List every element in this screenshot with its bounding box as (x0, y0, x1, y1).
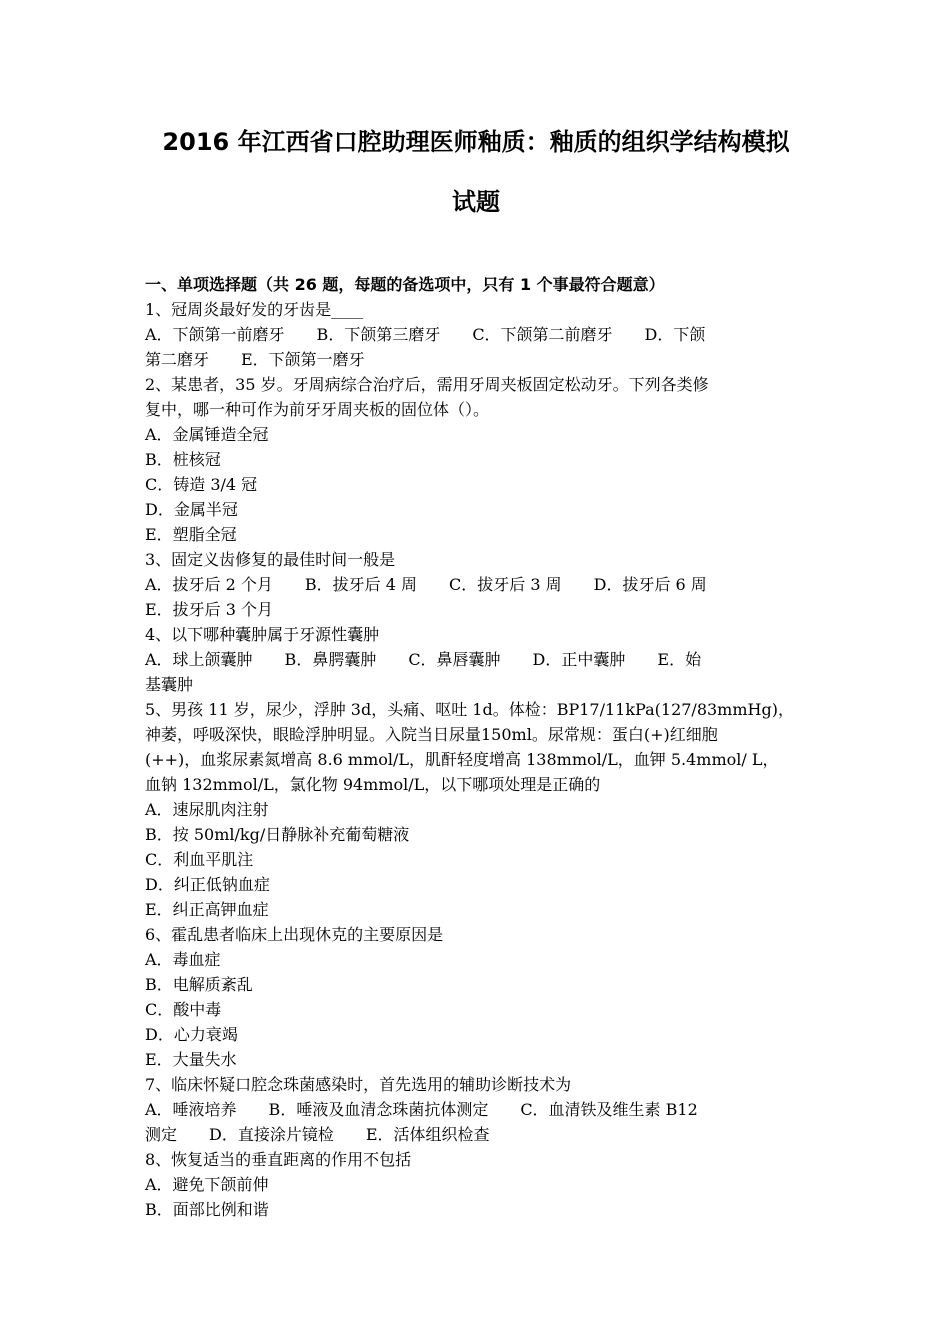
question-stem-line: 神萎，呼吸深快，眼睑浮肿明显。入院当日尿量150ml。尿常规：蛋白(+)红细胞 (145, 725, 718, 744)
question-stem-line: (++)，血浆尿素氮增高 8.6 mmol/L，肌酐轻度增高 138mmol/L，血钾 5.4mmol/ L， (145, 750, 779, 769)
section-heading: 一、单项选择题（共 26 题，每题的备选项中，只有 1 个事最符合题意） (145, 275, 665, 294)
answer-option-line: C．酸中毒 (145, 1000, 222, 1019)
document-page (145, 112, 807, 1222)
answer-option-line: E．拔牙后 3 个月 (145, 600, 274, 619)
answer-option-line: A．避免下颌前伸 (145, 1175, 269, 1194)
question-stem-line: 血钠 132mmol/L，氯化物 94mmol/L，以下哪项处理是正确的 (145, 775, 601, 794)
answer-option-line: C．铸造 3/4 冠 (145, 475, 258, 494)
title-line-1: 2016 年江西省口腔助理医师釉质：釉质的组织学结构模拟 (162, 128, 790, 156)
title-line-2: 试题 (452, 188, 500, 216)
document-title (145, 112, 807, 232)
answer-option-line: D．纠正低钠血症 (145, 875, 270, 894)
question-stem-line: 复中，哪一种可作为前牙牙周夹板的固位体（）。 (145, 400, 490, 419)
question-stem-line: 4、以下哪种囊肿属于牙源性囊肿 (145, 625, 380, 644)
question-stem-line: 6、霍乱患者临床上出现休克的主要原因是 (145, 925, 444, 944)
question-block (145, 1147, 807, 1222)
answer-option-line: B．面部比例和谐 (145, 1200, 269, 1219)
question-stem-line: 3、固定义齿修复的最佳时间一般是 (145, 550, 396, 569)
answer-option-line: A．球上颌囊肿 B．鼻腭囊肿 C．鼻唇囊肿 D．正中囊肿 E．始 (145, 650, 702, 669)
question-stem-line: 7、临床怀疑口腔念珠菌感染时，首先选用的辅助诊断技术为 (145, 1075, 572, 1094)
question-stem-line: 2、某患者，35 岁。牙周病综合治疗后，需用牙周夹板固定松动牙。下列各类修 (145, 375, 709, 394)
answer-option-line: B．桩核冠 (145, 450, 221, 469)
answer-option-line: C．利血平肌注 (145, 850, 254, 869)
answer-option-line: A．唾液培养 B．唾液及血清念珠菌抗体测定 C．血清铁及维生素 B12 (145, 1100, 698, 1119)
answer-option-line: B．电解质紊乱 (145, 975, 253, 994)
answer-option-line: A．毒血症 (145, 950, 221, 969)
question-block (145, 697, 807, 922)
answer-option-line: D．心力衰竭 (145, 1025, 238, 1044)
answer-option-line: E．纠正高钾血症 (145, 900, 269, 919)
question-block (145, 1072, 807, 1147)
answer-option-line: A．拔牙后 2 个月 B．拔牙后 4 周 C．拔牙后 3 周 D．拔牙后 6 周 (145, 575, 707, 594)
answer-option-line: A．速尿肌肉注射 (145, 800, 269, 819)
answer-option-line: E．大量失水 (145, 1050, 237, 1069)
question-stem-line: 1、冠周炎最好发的牙齿是____ (145, 300, 364, 319)
answer-option-line: B．按 50ml/kg/日静脉补充葡萄糖液 (145, 825, 410, 844)
answer-option-line: A．金属锤造全冠 (145, 425, 269, 444)
answer-option-line: 测定 D．直接涂片镜检 E．活体组织检查 (145, 1125, 490, 1144)
question-block (145, 372, 807, 547)
question-block (145, 297, 807, 372)
question-block (145, 622, 807, 697)
question-stem-line: 5、男孩 11 岁，尿少，浮肿 3d，头痛、呕吐 1d。体检：BP17/11kPa(127/83mmHg)， (145, 700, 794, 719)
answer-option-line: A．下颌第一前磨牙 B．下颌第三磨牙 C．下颌第二前磨牙 D．下颌 (145, 325, 706, 344)
answer-option-line: D．金属半冠 (145, 500, 238, 519)
question-stem-line: 8、恢复适当的垂直距离的作用不包括 (145, 1150, 412, 1169)
question-block (145, 547, 807, 622)
answer-option-line: 第二磨牙 E．下颌第一磨牙 (145, 350, 365, 369)
question-block (145, 922, 807, 1072)
answer-option-line: E．塑脂全冠 (145, 525, 237, 544)
answer-option-line: 基囊肿 (145, 675, 194, 694)
question-list (145, 297, 807, 1222)
